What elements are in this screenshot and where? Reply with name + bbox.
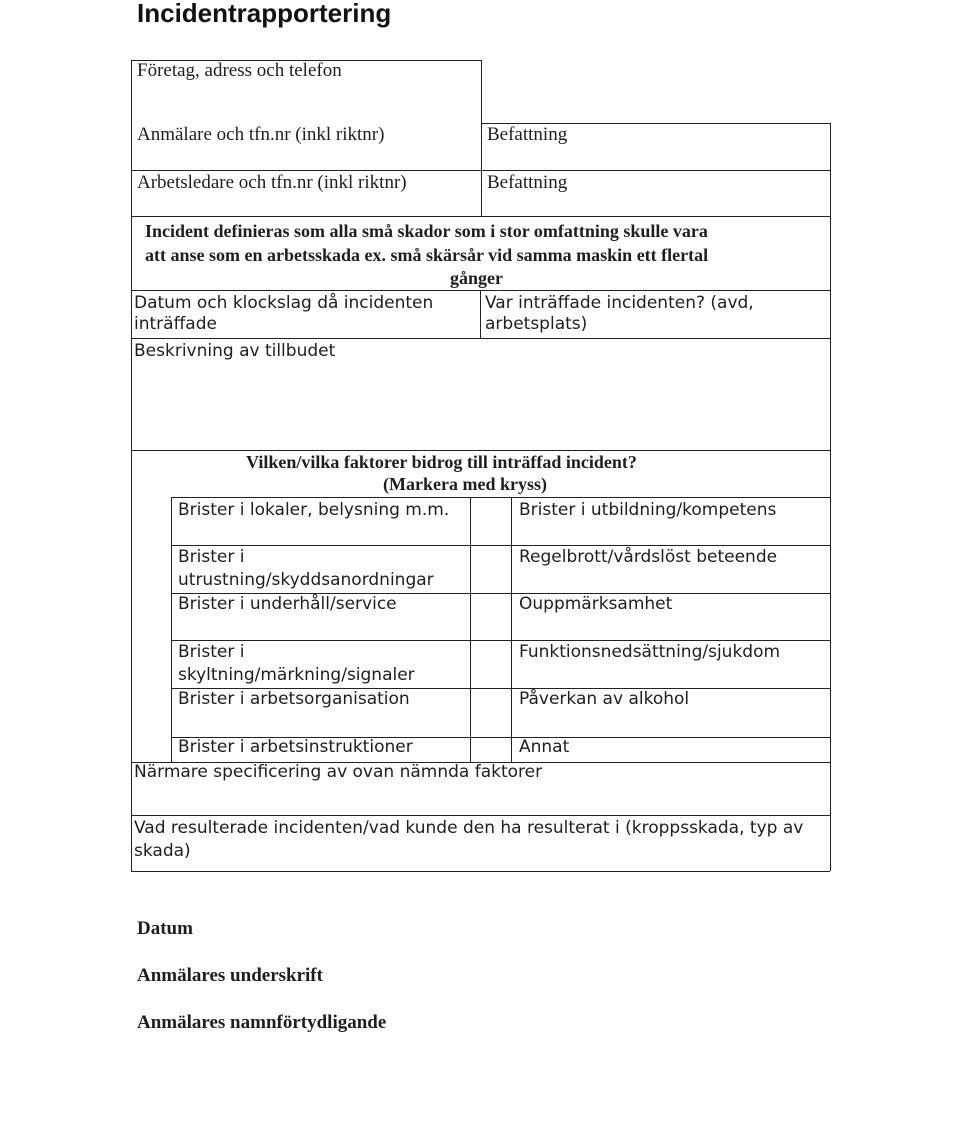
location-label: Var inträffade incidenten? (avd, [485,293,754,313]
factor-label: Funktionsnedsättning/sjukdom [519,642,781,662]
factors-heading: Vilken/vilka faktorer bidrog till inträffad incident? [246,452,637,472]
factor-label: skyltning/märkning/signaler [178,665,415,685]
reporter-label: Anmälare och tfn.nr (inkl riktnr) [137,124,385,145]
result-label: skada) [134,841,191,861]
definition-text: Incident definieras som alla små skador som i stor omfattning skulle vara [145,221,708,241]
page-title: Incidentrapportering [137,0,392,28]
grid-line [131,60,132,450]
factor-label: Påverkan av alkohol [519,689,690,709]
grid-line [131,216,830,217]
company-label: Företag, adress och telefon [137,60,342,81]
result-label: Vad resulterade incidenten/vad kunde den ha resulterat i (kroppsskada, typ av [134,818,804,838]
details-label: Närmare specificering av ovan nämnda faktorer [134,762,543,782]
definition-text: att anse som en arbetsskada ex. små skärsår vid samma maskin ett flertal [145,245,709,265]
grid-line [131,871,830,872]
factor-label: Brister i arbetsorganisation [178,689,410,709]
datetime-label: Datum och klockslag då incidenten [134,293,434,313]
grid-line [131,450,830,451]
grid-line [131,338,830,339]
supervisor-position-label: Befattning [487,172,568,193]
grid-line [171,497,172,762]
factor-label: Brister i underhåll/service [178,594,397,614]
factor-label: Brister i [178,547,245,567]
definition-text: gånger [450,268,503,288]
location-label: arbetsplats) [485,314,588,334]
factor-label: Ouppmärksamhet [519,594,673,614]
grid-line [131,815,830,816]
grid-line [481,60,482,216]
factor-label: Regelbrott/vårdslöst beteende [519,547,778,567]
reporter-position-label: Befattning [487,124,568,145]
factor-label: Brister i lokaler, belysning m.m. [178,500,450,520]
supervisor-label: Arbetsledare och tfn.nr (inkl riktnr) [137,172,407,193]
grid-line [131,450,132,871]
factor-label: Brister i [178,642,245,662]
grid-line [171,545,830,546]
grid-line [830,123,831,450]
description-label: Beskrivning av tillbudet [134,341,336,361]
grid-line [830,450,831,871]
datetime-label: inträffade [134,314,217,334]
date-label: Datum [137,918,193,939]
grid-line [470,497,471,762]
factor-label: Brister i utbildning/kompetens [519,500,777,520]
factor-label: Brister i arbetsinstruktioner [178,737,413,757]
grid-line [480,290,481,338]
factor-label: utrustning/skyddsanordningar [178,570,434,590]
grid-line [171,497,830,498]
name-clarification-label: Anmälares namnförtydligande [137,1012,387,1033]
signature-label: Anmälares underskrift [137,965,323,986]
grid-line [171,640,830,641]
factor-label: Annat [519,737,570,757]
grid-line [511,497,512,762]
factors-heading: (Markera med kryss) [383,474,547,494]
